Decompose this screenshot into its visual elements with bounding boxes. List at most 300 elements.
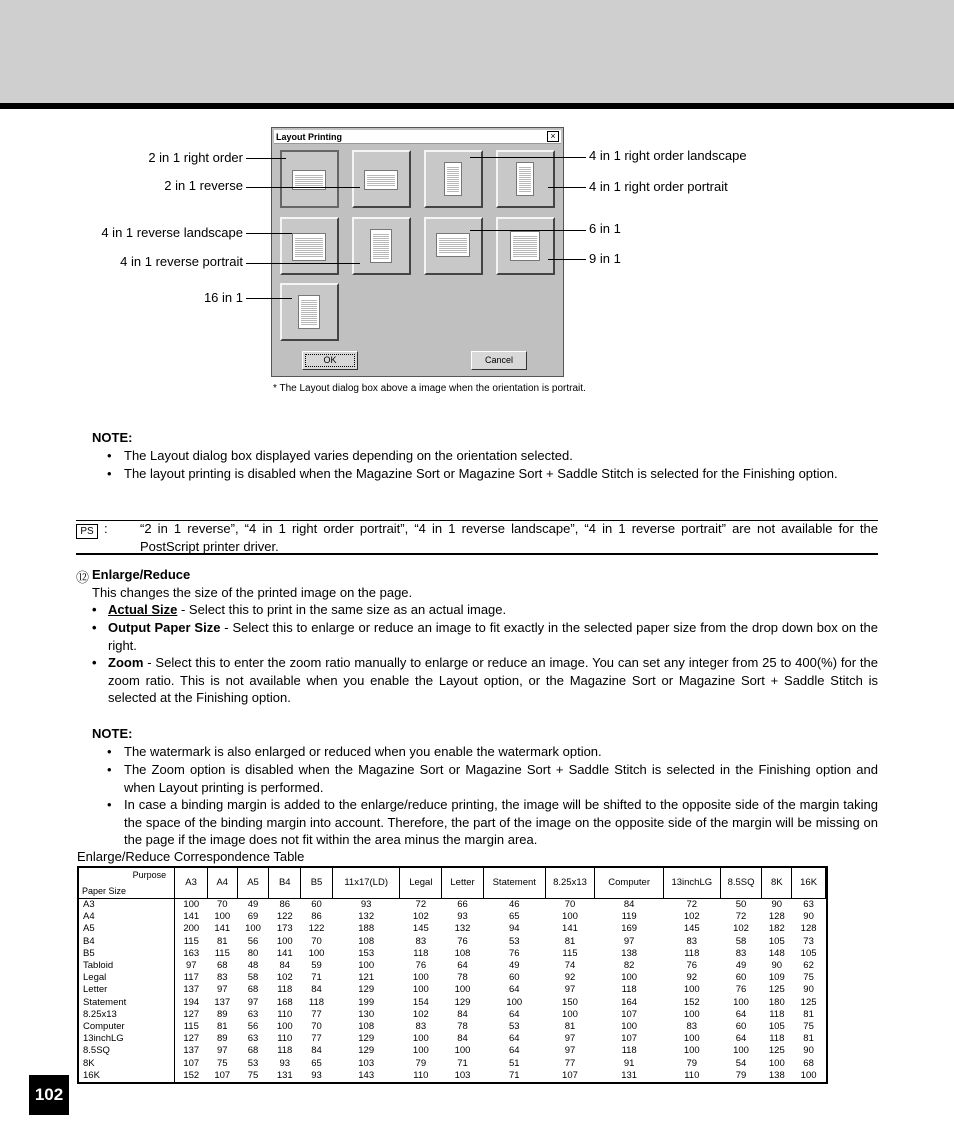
leader-line <box>246 233 292 234</box>
table-cell: 105 <box>768 935 785 947</box>
table-cell: 100 <box>683 984 700 996</box>
table-cell: 92 <box>686 972 698 984</box>
table-cell: 100 <box>308 947 325 959</box>
table-cell: 76 <box>508 947 520 959</box>
callout-4in1-right-portrait: 4 in 1 right order portrait <box>589 179 728 194</box>
table-cell: 46 <box>508 899 520 910</box>
table-cell: 97 <box>217 1045 228 1057</box>
table-cell: 63 <box>247 1008 259 1020</box>
table-cell: 59 <box>311 960 322 972</box>
callout-4in1-right-landscape: 4 in 1 right order landscape <box>589 148 747 163</box>
table-cell: 100 <box>454 1045 471 1057</box>
table-cell: 97 <box>623 935 635 947</box>
table-cell: 108 <box>358 1021 375 1033</box>
table-cell: 49 <box>247 899 259 910</box>
column-header: Computer <box>595 868 664 899</box>
table-cell: 97 <box>247 996 259 1008</box>
table-cell: 118 <box>277 1045 293 1057</box>
table-cell: 115 <box>183 935 199 947</box>
table-cell: 152 <box>183 1069 200 1081</box>
table-cell: 131 <box>276 1069 293 1081</box>
table-cell: 163 <box>183 947 200 959</box>
term: Actual Size <box>108 602 178 617</box>
preview-page <box>444 162 462 196</box>
table-cell: 118 <box>413 947 429 959</box>
layout-4in1-reverse-landscape-option[interactable] <box>280 217 339 275</box>
table-cell: 119 <box>621 911 637 923</box>
table-cell: 100 <box>683 1008 700 1020</box>
table-cell: 64 <box>457 960 468 972</box>
table-cell: 100 <box>562 1008 578 1020</box>
layout-2in1-right-option[interactable] <box>280 150 339 208</box>
table-cell: 62 <box>803 960 814 972</box>
bullet: • <box>107 797 112 812</box>
table-cell: 97 <box>564 1045 576 1057</box>
table-cell: 86 <box>279 899 291 910</box>
table-cell: 100 <box>621 972 638 984</box>
table-cell: 53 <box>247 1057 259 1069</box>
table-row <box>79 936 826 948</box>
table-row <box>79 1033 826 1045</box>
column-header: Statement <box>483 868 545 899</box>
table-cell: 137 <box>214 996 231 1008</box>
table-cell: 74 <box>564 960 576 972</box>
table-row <box>79 1045 826 1057</box>
table-cell: 150 <box>562 996 578 1008</box>
correspondence-table-frame <box>77 866 828 1084</box>
preview-page <box>292 233 326 261</box>
row-label: Computer <box>79 1021 175 1033</box>
table-cell: 188 <box>358 923 375 935</box>
table-cell: 73 <box>803 935 814 947</box>
table-cell: 79 <box>735 1069 747 1081</box>
table-row <box>79 1070 826 1082</box>
table-cell: 60 <box>735 1021 747 1033</box>
table-cell: 49 <box>735 960 747 972</box>
table-cell: 83 <box>686 935 698 947</box>
column-header: 8.25x13 <box>545 868 595 899</box>
table-cell: 77 <box>311 1033 322 1045</box>
table-cell: 125 <box>768 1045 785 1057</box>
row-label: A4 <box>79 911 175 923</box>
table-cell: 105 <box>800 947 817 959</box>
table-row <box>79 1058 826 1070</box>
option-zoom <box>108 654 878 707</box>
table-cell: 110 <box>413 1069 429 1081</box>
row-label: A5 <box>79 923 175 935</box>
table-cell: 76 <box>457 935 468 947</box>
layout-printing-dialog <box>271 127 564 377</box>
leader-line <box>246 298 292 299</box>
dialog-caption: * The Layout dialog box above a image when the orientation is portrait. <box>273 383 586 394</box>
description: - Select this to enlarge or reduce an image to fit exactly in the selected paper size from the drop down box on the right. <box>108 620 879 653</box>
table-cell: 100 <box>454 984 471 996</box>
table-cell: 81 <box>803 1008 814 1020</box>
table-cell: 83 <box>686 1021 698 1033</box>
preview-page <box>370 229 392 263</box>
note-heading: NOTE: <box>92 726 133 741</box>
preview-page <box>298 295 320 329</box>
table-header-row <box>79 868 826 899</box>
table-cell: 80 <box>247 947 259 959</box>
table-cell: 169 <box>621 923 638 935</box>
table-cell: 141 <box>214 923 231 935</box>
row-label: B5 <box>79 948 175 960</box>
preview-page <box>510 231 540 261</box>
table-cell: 100 <box>412 984 429 996</box>
table-cell: 100 <box>276 935 293 947</box>
term: Output Paper Size <box>108 620 221 635</box>
table-cell: 118 <box>621 984 637 996</box>
table-cell: 117 <box>183 972 199 984</box>
bullet: • <box>107 448 112 463</box>
table-cell: 77 <box>311 1008 322 1020</box>
table-title: Enlarge/Reduce Correspondence Table <box>77 849 305 864</box>
table-cell: 97 <box>564 1033 576 1045</box>
table-cell: 78 <box>457 1021 468 1033</box>
page-number: 102 <box>29 1075 69 1115</box>
table-cell: 81 <box>217 1021 228 1033</box>
table-cell: 93 <box>311 1069 322 1081</box>
table-cell: 76 <box>735 984 747 996</box>
table-cell: 173 <box>276 923 293 935</box>
table-cell: 141 <box>183 911 200 923</box>
note-item: In case a binding margin is added to the enlarge/reduce printing, the image will be shifted to the opposite side of the margin taking the space of the binding margin into account. Therefore, the part of the image on the opposite side of the margin will be missing on the page if the image does not fit within the area minus the margin area. <box>124 797 878 847</box>
table-cell: 118 <box>684 947 700 959</box>
callout-16in1: 16 in 1 <box>203 290 243 305</box>
table-cell: 75 <box>247 1069 259 1081</box>
preview-page <box>436 233 470 257</box>
table-cell: 71 <box>457 1057 468 1069</box>
row-label: Letter <box>79 984 175 996</box>
table-cell: 152 <box>683 996 700 1008</box>
table-cell: 105 <box>768 1021 785 1033</box>
bullet: • <box>92 655 97 670</box>
row-label: Tabloid <box>79 960 175 972</box>
table-cell: 83 <box>415 1021 427 1033</box>
close-icon[interactable]: × <box>547 131 559 142</box>
row-label: 8.25x13 <box>79 1009 175 1021</box>
cancel-button[interactable]: Cancel <box>471 351 527 370</box>
table-cell: 100 <box>621 1021 638 1033</box>
section-heading: Enlarge/Reduce <box>92 567 191 582</box>
table-cell: 125 <box>800 996 817 1008</box>
table-cell: 75 <box>803 972 814 984</box>
table-cell: 137 <box>183 984 200 996</box>
table-cell: 68 <box>247 1045 259 1057</box>
table-row <box>79 960 826 972</box>
corner-paper-size: Paper Size <box>82 885 127 896</box>
table-cell: 100 <box>733 1045 749 1057</box>
table-cell: 137 <box>183 1045 200 1057</box>
rule <box>76 553 878 555</box>
table-cell: 107 <box>621 1008 638 1020</box>
header-rule <box>0 103 954 109</box>
table-cell: 50 <box>735 899 747 910</box>
table-cell: 128 <box>768 911 785 923</box>
table-cell: 53 <box>508 1021 520 1033</box>
table-cell: 115 <box>183 1021 199 1033</box>
table-cell: 56 <box>247 935 259 947</box>
description: - Select this to enter the zoom ratio manually to enlarge or reduce an image. You can set any integer from 25 to 400(%) for the zoom ratio. This is not available when you enable the Layout option, or the Magazine Sort or Magazine Sort + Saddle Stitch is selected at the Finishing option. <box>108 655 878 705</box>
column-header: 8.5SQ <box>720 868 762 899</box>
table-cell: 118 <box>308 996 325 1008</box>
table-cell: 122 <box>308 923 325 935</box>
ps-colon: : <box>104 521 108 536</box>
table-cell: 75 <box>217 1057 228 1069</box>
note-item: The Layout dialog box displayed varies depending on the orientation selected. <box>124 448 573 463</box>
table-cell: 108 <box>358 935 375 947</box>
ps-note-text: “2 in 1 reverse”, “4 in 1 right order portrait”, “4 in 1 reverse landscape”, “4 in 1 reverse portrait” are not available for the PostScript printer driver. <box>140 521 878 554</box>
callout-4in1-reverse-landscape: 4 in 1 reverse landscape <box>101 225 243 240</box>
bullet: • <box>107 466 112 481</box>
table-cell: 91 <box>623 1057 635 1069</box>
table-cell: 84 <box>311 1045 322 1057</box>
row-label: Statement <box>79 997 175 1009</box>
preview-page <box>516 162 534 196</box>
layout-4in1-right-portrait-option[interactable] <box>496 150 555 208</box>
table-cell: 148 <box>768 947 785 959</box>
table-cell: 48 <box>247 960 259 972</box>
table-cell: 141 <box>562 923 578 935</box>
table-cell: 127 <box>183 1008 200 1020</box>
table-cell: 100 <box>683 1033 700 1045</box>
table-cell: 100 <box>358 960 375 972</box>
table-cell: 70 <box>564 899 576 910</box>
table-cell: 100 <box>800 1069 817 1081</box>
table-cell: 75 <box>803 1021 814 1033</box>
preview-page <box>364 170 398 190</box>
table-cell: 63 <box>247 1033 259 1045</box>
table-cell: 100 <box>562 911 578 923</box>
column-header: 13inchLG <box>663 868 720 899</box>
table-cell: 168 <box>276 996 293 1008</box>
row-label: A3 <box>79 899 175 912</box>
table-cell: 115 <box>214 947 230 959</box>
table-cell: 107 <box>621 1033 638 1045</box>
table-cell: 164 <box>621 996 638 1008</box>
callout-2in1-reverse: 2 in 1 reverse <box>164 178 243 193</box>
table-cell: 72 <box>415 899 427 910</box>
table-cell: 90 <box>771 960 783 972</box>
table-cell: 127 <box>183 1033 200 1045</box>
table-cell: 60 <box>311 899 322 910</box>
layout-2in1-reverse-option[interactable] <box>352 150 411 208</box>
table-cell: 89 <box>217 1008 228 1020</box>
table-cell: 145 <box>412 923 429 935</box>
table-cell: 107 <box>214 1069 231 1081</box>
column-header: 8K <box>762 868 792 899</box>
leader-line <box>246 187 360 188</box>
row-label: 8.5SQ <box>79 1045 175 1057</box>
ps-badge: PS <box>76 524 98 539</box>
table-cell: 97 <box>217 984 228 996</box>
leader-line <box>246 158 286 159</box>
row-label: Legal <box>79 972 175 984</box>
table-cell: 83 <box>217 972 228 984</box>
ok-button[interactable]: OK <box>302 351 358 370</box>
table-cell: 199 <box>358 996 375 1008</box>
table-cell: 84 <box>311 984 322 996</box>
layout-4in1-right-landscape-option[interactable] <box>424 150 483 208</box>
table-cell: 89 <box>217 1033 228 1045</box>
table-cell: 90 <box>803 911 814 923</box>
table-cell: 86 <box>311 911 322 923</box>
layout-9in1-option[interactable] <box>496 217 555 275</box>
table-cell: 182 <box>768 923 785 935</box>
table-cell: 132 <box>358 911 375 923</box>
note-heading: NOTE: <box>92 430 133 445</box>
table-cell: 129 <box>358 984 375 996</box>
layout-4in1-reverse-portrait-option[interactable] <box>352 217 411 275</box>
column-header: 11x17(LD) <box>332 868 400 899</box>
table-cell: 83 <box>735 947 747 959</box>
note-item: The layout printing is disabled when the Magazine Sort or Magazine Sort + Saddle Stitch is selected for the Finishing option. <box>124 466 838 481</box>
table-cell: 72 <box>686 899 698 910</box>
table-cell: 129 <box>358 1033 375 1045</box>
table-cell: 64 <box>508 984 520 996</box>
leader-line <box>246 263 360 264</box>
table-cell: 141 <box>276 947 293 959</box>
leader-line <box>470 230 586 231</box>
table-cell: 92 <box>564 972 576 984</box>
table-row <box>79 997 826 1009</box>
table-cell: 100 <box>412 1045 429 1057</box>
table-cell: 200 <box>183 923 200 935</box>
row-label: 8K <box>79 1058 175 1070</box>
table-cell: 97 <box>564 984 576 996</box>
table-cell: 79 <box>686 1057 698 1069</box>
table-cell: 71 <box>311 972 322 984</box>
table-cell: 122 <box>276 911 293 923</box>
table-cell: 70 <box>311 1021 322 1033</box>
bullet: • <box>92 620 97 635</box>
row-label: 16K <box>79 1070 175 1082</box>
table-row <box>79 923 826 935</box>
table-cell: 102 <box>276 972 293 984</box>
column-header: A3 <box>175 868 208 899</box>
table-cell: 58 <box>735 935 747 947</box>
table-cell: 154 <box>412 996 429 1008</box>
table-cell: 71 <box>508 1069 520 1081</box>
table-cell: 53 <box>508 935 520 947</box>
table-cell: 100 <box>768 1057 785 1069</box>
table-cell: 93 <box>279 1057 291 1069</box>
table-cell: 107 <box>562 1069 578 1081</box>
table-cell: 100 <box>214 911 231 923</box>
table-cell: 54 <box>735 1057 747 1069</box>
column-header: A4 <box>207 868 237 899</box>
table-cell: 76 <box>686 960 698 972</box>
section-intro: This changes the size of the printed image on the page. <box>92 585 413 600</box>
table-cell: 76 <box>415 960 427 972</box>
table-row <box>79 984 826 996</box>
header-band <box>0 0 954 103</box>
dialog-title: Layout Printing <box>274 130 561 144</box>
correspondence-table <box>79 868 826 1082</box>
table-cell: 138 <box>621 947 638 959</box>
table-cell: 60 <box>508 972 520 984</box>
table-cell: 153 <box>358 947 375 959</box>
table-cell: 109 <box>768 972 785 984</box>
table-cell: 131 <box>621 1069 638 1081</box>
table-cell: 64 <box>508 1045 520 1057</box>
table-cell: 81 <box>564 1021 576 1033</box>
column-header: B5 <box>301 868 333 899</box>
table-cell: 90 <box>771 899 783 910</box>
row-label: B4 <box>79 936 175 948</box>
item-number: ⑫ <box>76 570 90 585</box>
option-actual-size <box>108 601 878 619</box>
table-cell: 72 <box>735 911 747 923</box>
table-row <box>79 899 826 912</box>
table-cell: 132 <box>454 923 471 935</box>
table-cell: 103 <box>454 1069 471 1081</box>
table-cell: 84 <box>623 899 635 910</box>
table-cell: 65 <box>508 911 520 923</box>
table-cell: 100 <box>183 899 200 910</box>
table-cell: 145 <box>683 923 700 935</box>
table-cell: 130 <box>358 1008 375 1020</box>
table-cell: 51 <box>508 1057 520 1069</box>
table-row <box>79 1009 826 1021</box>
table-cell: 58 <box>247 972 259 984</box>
table-cell: 118 <box>769 1008 785 1020</box>
table-cell: 138 <box>768 1069 785 1081</box>
table-cell: 100 <box>733 996 749 1008</box>
table-cell: 68 <box>803 1057 814 1069</box>
table-cell: 100 <box>412 1033 429 1045</box>
table-cell: 56 <box>247 1021 259 1033</box>
table-cell: 64 <box>735 1008 747 1020</box>
leader-line <box>548 259 586 260</box>
table-cell: 65 <box>311 1057 322 1069</box>
table-cell: 64 <box>508 1033 520 1045</box>
leader-line <box>548 187 586 188</box>
table-cell: 64 <box>735 1033 747 1045</box>
table-row <box>79 1021 826 1033</box>
table-cell: 108 <box>454 947 471 959</box>
table-cell: 102 <box>412 911 429 923</box>
table-cell: 81 <box>564 935 576 947</box>
table-row <box>79 972 826 984</box>
table-cell: 100 <box>506 996 523 1008</box>
table-cell: 129 <box>358 1045 375 1057</box>
table-cell: 81 <box>803 1033 814 1045</box>
layout-16in1-option[interactable] <box>280 283 339 341</box>
table-row <box>79 948 826 960</box>
table-cell: 129 <box>454 996 471 1008</box>
table-cell: 118 <box>621 1045 637 1057</box>
table-cell: 90 <box>803 984 814 996</box>
table-cell: 84 <box>457 1008 468 1020</box>
table-cell: 110 <box>277 1008 293 1020</box>
table-cell: 82 <box>623 960 635 972</box>
table-cell: 194 <box>183 996 200 1008</box>
table-cell: 102 <box>412 1008 429 1020</box>
layout-6in1-option[interactable] <box>424 217 483 275</box>
table-cell: 64 <box>508 1008 520 1020</box>
table-cell: 110 <box>277 1033 293 1045</box>
bullet: • <box>107 744 112 759</box>
table-cell: 49 <box>508 960 520 972</box>
term: Zoom <box>108 655 144 670</box>
table-cell: 107 <box>183 1057 200 1069</box>
table-cell: 63 <box>803 899 814 910</box>
description: - Select this to print in the same size as an actual image. <box>177 602 507 617</box>
table-cell: 68 <box>247 984 259 996</box>
bullet: • <box>107 762 112 777</box>
